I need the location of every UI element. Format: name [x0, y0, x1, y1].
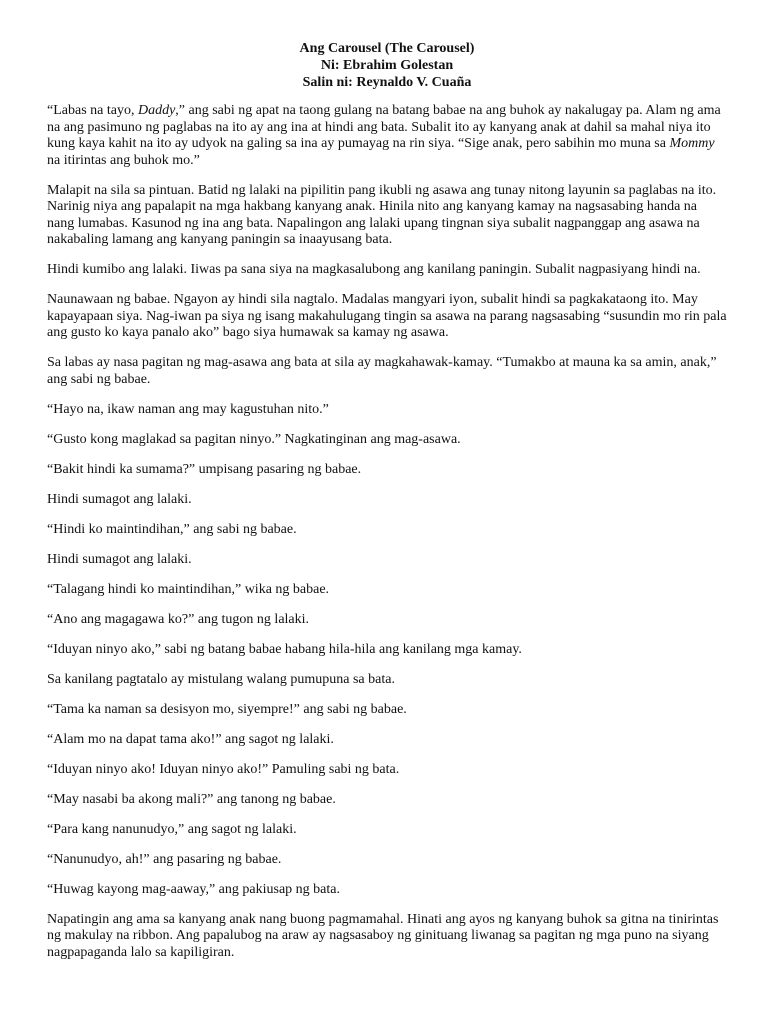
paragraph: “Iduyan ninyo ako,” sabi ng batang babae habang hila-hila ang kanilang mga kamay. — [47, 641, 522, 657]
paragraph: “Labas na tayo, Daddy,” ang sabi ng apat na taong gulang na batang babae na ang buhok ay nakalugay pa. Alam ng ama na ang pasimuno ng paglabas na ito ay ang ina at hindi ang bata. Subalit ito ay kanyang anak at dahil sa mahal niya ito kung kaya kahit na ito ay udyok na galing sa ina ay pumayag na rin siya. “Sige anak, pero sabihin mo muna sa Mommy na itirintas ang buhok mo.” — [47, 103, 721, 168]
paragraph: “Bakit hindi ka sumama?” umpisang pasaring ng babae. — [47, 461, 362, 477]
paragraph: Naunawaan ng babae. Ngayon ay hindi sila nagtalo. Madalas mangyari iyon, subalit hindi sa pagkakataong ito. May kapayapaan siya. Nag-iwan pa siya ng isang makahulugang tingin sa asawa na parang nagsasabing “susundin mo rin pala ang gusto ko kaya panalo ako” bago siya humawak sa kamay ng asawa. — [47, 292, 727, 340]
author-line: Ni: Ebrahim Golestan — [320, 58, 454, 73]
paragraph: Hindi sumagot ang lalaki. — [47, 491, 192, 507]
story-title: Ang Carousel (The Carousel) — [299, 41, 475, 56]
paragraph: Sa kanilang pagtatalo ay mistulang walang pumupuna sa bata. — [47, 671, 395, 687]
paragraph: “Para kang nanunudyo,” ang sagot ng lalaki. — [47, 821, 297, 837]
paragraph: “Hayo na, ikaw naman ang may kagustuhan nito.” — [47, 401, 329, 417]
paragraph: Hindi kumibo ang lalaki. Iiwas pa sana siya na magkasalubong ang kanilang paningin. Subalit nagpasiyang hindi na. — [47, 262, 701, 277]
paragraph: “Talagang hindi ko maintindihan,” wika ng babae. — [47, 581, 330, 597]
paragraph: “Gusto kong maglakad sa pagitan ninyo.” Nagkatinginan ang mag-asawa. — [47, 431, 461, 447]
paragraph: “Tama ka naman sa desisyon mo, siyempre!” ang sabi ng babae. — [47, 701, 407, 717]
paragraph: Malapit na sila sa pintuan. Batid ng lalaki na pipilitin pang ikubli ng asawa ang tunay nitong layunin sa paglabas na ito. Narinig niya ang papalapit na mga hakbang kanyang anak. Hinila nito ang kanyang kamay na nagsasabing handa na nang lumabas. Kasunod ng ina ang bata. Napalingon ang lalaki upang tingnan siya subalit nagpanggap ang asawa na nakabaling lamang ang kanyang paningin sa inaayusang bata. — [47, 182, 717, 247]
document-page — [47, 40, 727, 961]
translator-line: Salin ni: Reynaldo V. Cuaña — [302, 75, 472, 90]
paragraph: “Hindi ko maintindihan,” ang sabi ng babae. — [47, 521, 297, 537]
paragraph: “Iduyan ninyo ako! Iduyan ninyo ako!” Pamuling sabi ng bata. — [47, 761, 400, 777]
paragraph: “Alam mo na dapat tama ako!” ang sagot ng lalaki. — [47, 731, 334, 747]
paragraph: “Ano ang magagawa ko?” ang tugon ng lalaki. — [47, 611, 310, 627]
paragraph: Sa labas ay nasa pagitan ng mag-asawa ang bata at sila ay magkahawak-kamay. “Tumakbo at mauna ka sa amin, anak,” ang sabi ng babae. — [47, 355, 717, 387]
document-header — [47, 40, 727, 91]
paragraph: Napatingin ang ama sa kanyang anak nang buong pagmamahal. Hinati ang ayos ng kanyang buhok sa gitna na tinirintas ng makulay na ribbon. Ang papalubog na araw ay nagsasaboy ng ginituang liwanag sa pagitan ng mga puno na siyang nagpapaganda lalo sa kapiligiran. — [47, 911, 719, 960]
paragraph: Hindi sumagot ang lalaki. — [47, 551, 192, 567]
paragraph: “Nanunudyo, ah!” ang pasaring ng babae. — [47, 851, 282, 867]
paragraph: “May nasabi ba akong mali?” ang tanong ng babae. — [47, 791, 336, 807]
paragraph: “Huwag kayong mag-aaway,” ang pakiusap ng bata. — [47, 881, 340, 897]
